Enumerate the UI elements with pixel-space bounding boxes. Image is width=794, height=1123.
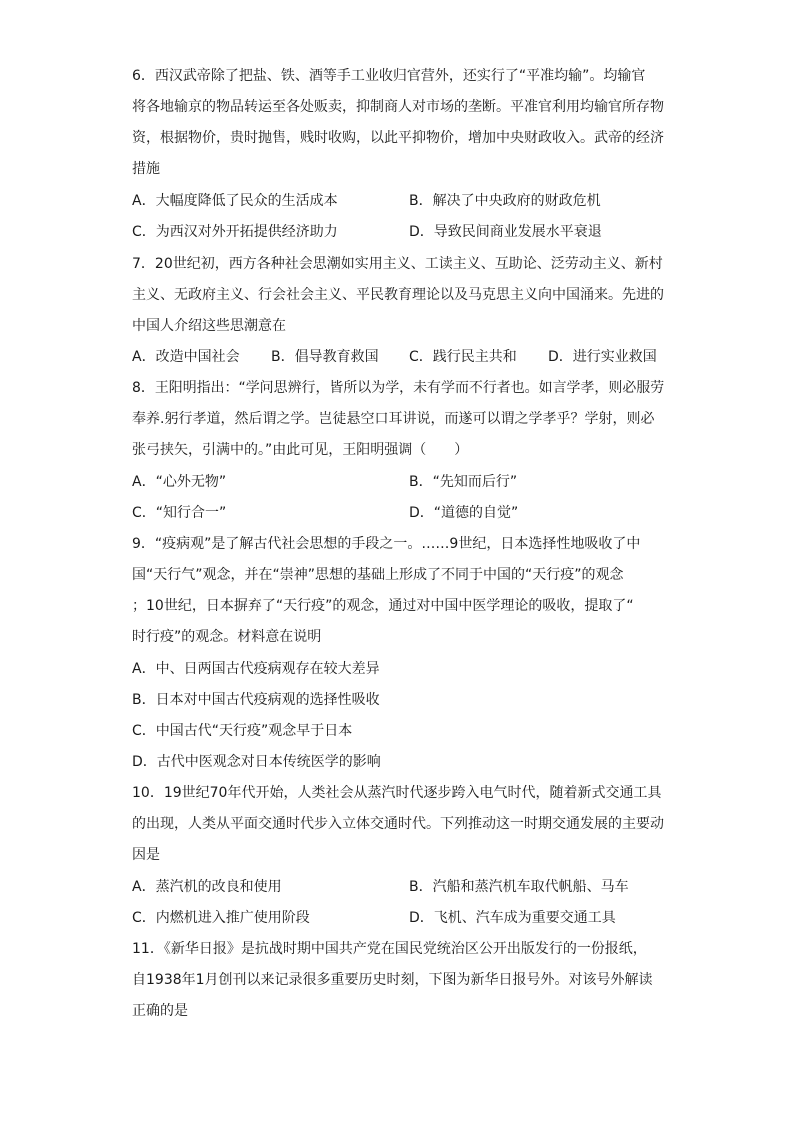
q7-stem-line: 7．20世纪初，西方各种社会思潮如实用主义、工读主义、互助论、泛劳动主义、新村 <box>132 256 663 272</box>
q6-stem-line: 措施 <box>132 161 160 177</box>
q8-stem-line: 张弓挟矢，引满中的。”由此可见，王阳明强调（ ） <box>132 442 469 458</box>
q10-stem-line: 10．19世纪70年代开始，人类社会从蒸汽时代逐步跨入电气时代，随着新式交通工具 <box>132 785 662 801</box>
q8-option-d: D．“道德的自觉” <box>409 505 519 521</box>
q9-stem-line: 国“天行气”观念，并在“崇神”思想的基础上形成了不同于中国的“天行疫”的观念 <box>132 567 624 583</box>
q8-option-b: B．“先知而后行” <box>409 474 518 490</box>
q6-stem-line: 将各地输京的物品转运至各处贩卖，抑制商人对市场的垄断。平准官利用均输官所存物 <box>132 99 664 115</box>
q7-option-c: C．践行民主共和 <box>409 349 517 365</box>
q6-stem-line: 6．西汉武帝除了把盐、铁、酒等手工业收归官营外，还实行了“平准均输”。均输官 <box>132 68 646 84</box>
q6-option-b: B．解决了中央政府的财政危机 <box>409 193 601 209</box>
q11-stem-line: 自1938年1月创刊以来记录很多重要历史时刻，下图为新华日报号外。对该号外解读 <box>132 972 653 988</box>
q6-option-a: A．大幅度降低了民众的生活成本 <box>132 193 338 209</box>
q8-stem-line: 奉养.躬行孝道，然后谓之学。岂徒悬空口耳讲说，而遂可以谓之学孝乎？学射，则必 <box>132 411 655 427</box>
q6-option-d: D．导致民间商业发展水平衰退 <box>409 224 602 240</box>
q8-option-a: A．“心外无物” <box>132 474 227 490</box>
q8-stem-line: 8．王阳明指出：“学问思辨行，皆所以为学，未有学而不行者也。如言学孝，则必服劳 <box>132 380 665 396</box>
q9-stem-line: ；10世纪，日本摒弃了“天行疫”的观念，通过对中国中医学理论的吸收，提取了“ <box>132 598 634 614</box>
q10-option-a: A．蒸汽机的改良和使用 <box>132 879 282 895</box>
q9-stem-line: 9．“疫病观”是了解古代社会思想的手段之一。……9世纪，日本选择性地吸收了中 <box>132 536 641 552</box>
q10-option-c: C．内燃机进入推广使用阶段 <box>132 910 310 926</box>
q10-option-b: B．汽船和蒸汽机车取代帆船、马车 <box>409 879 629 895</box>
q8-option-c: C．“知行合一” <box>132 505 227 521</box>
q10-stem-line: 的出现，人类从平面交通时代步入立体交通时代。下列推动这一时期交通发展的主要动 <box>132 816 664 832</box>
q9-stem-line: 时行疫”的观念。材料意在说明 <box>132 629 322 645</box>
q7-option-a: A．改造中国社会 <box>132 349 240 365</box>
q9-option-b: B．日本对中国古代疫病观的选择性吸收 <box>132 692 380 708</box>
q7-stem-line: 主义、无政府主义、行会社会主义、平民教育理论以及马克思主义向中国涌来。先进的 <box>132 287 664 303</box>
q11-stem-line: 正确的是 <box>132 1003 188 1019</box>
q9-option-c: C．中国古代“天行疫”观念早于日本 <box>132 723 353 739</box>
q11-stem-line: 11．《新华日报》是抗战时期中国共产党在国民党统治区公开出版发行的一份报纸， <box>132 941 647 957</box>
q9-option-a: A．中、日两国古代疫病观存在较大差异 <box>132 661 380 677</box>
q7-option-d: D．进行实业救国 <box>548 349 657 365</box>
q10-stem-line: 因是 <box>132 847 160 863</box>
q6-stem-line: 资，根据物价，贵时抛售，贱时收购，以此平抑物价，增加中央财政收入。武帝的经济 <box>132 130 664 146</box>
q6-option-c: C．为西汉对外开拓提供经济助力 <box>132 224 338 240</box>
q10-option-d: D．飞机、汽车成为重要交通工具 <box>409 910 616 926</box>
q7-stem-line: 中国人介绍这些思潮意在 <box>132 318 286 334</box>
q9-option-d: D．古代中医观念对日本传统医学的影响 <box>132 754 381 770</box>
q7-option-b: B．倡导教育救国 <box>271 349 379 365</box>
